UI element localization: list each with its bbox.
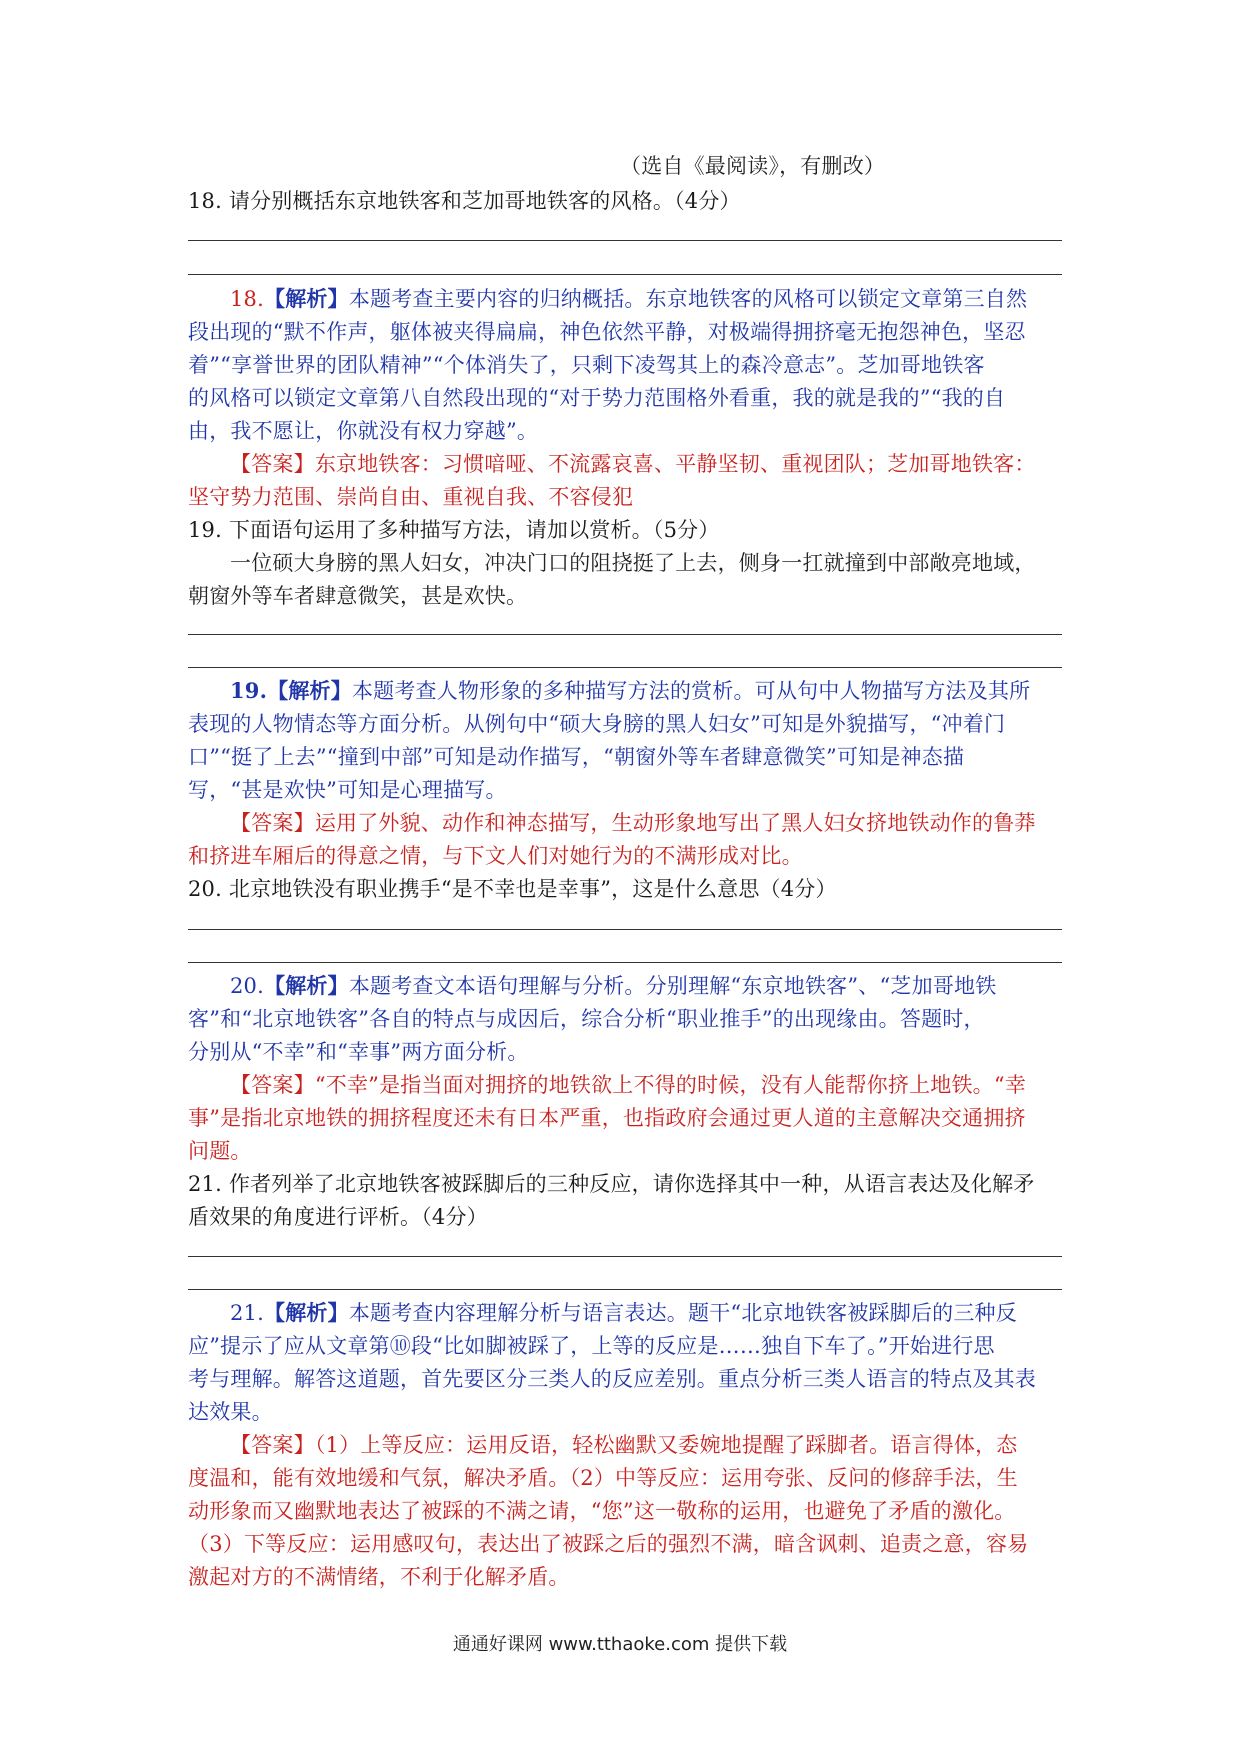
- answer-18-line-1: 【答案】东京地铁客：习惯喑哑、不流露哀喜、平静坚韧、重视团队；芝加哥地铁客：: [230, 452, 1036, 476]
- answer-20-line-1: 【答案】“不幸”是指当面对拥挤的地铁欲上不得的时候，没有人能帮你挤上地铁。“幸: [230, 1073, 1027, 1097]
- answer-19-line-1: 【答案】运用了外貌、动作和神态描写，生动形象地写出了黑人妇女挤地铁动作的鲁莽: [230, 811, 1036, 835]
- analysis-18-tag: 【解析】: [264, 286, 349, 311]
- excerpt-19-line-1: 一位硕大身膀的黑人妇女，冲决门口的阻挠挺了上去，侧身一扛就撞到中部敞亮地域，: [230, 551, 1036, 575]
- answer-18-tag: 【答案】: [230, 452, 315, 476]
- answer-21-line-5: 激起对方的不满情绪，不利于化解矛盾。: [188, 1565, 570, 1589]
- analysis-19-line-2: 表现的人物情态等方面分析。从例句中“硕大身膀的黑人妇女”可知是外貌描写，“冲着门: [188, 712, 1006, 736]
- analysis-19-tag: 【解析】: [267, 678, 352, 703]
- answer-line: [188, 274, 1062, 275]
- answer-20-line-2: 事”是指北京地铁的拥挤程度还未有日本严重，也指政府会通过更人道的主意解决交通拥挤: [188, 1106, 1026, 1130]
- analysis-19-number: 19.: [230, 678, 268, 703]
- source-note: （选自《最阅读》，有删改）: [620, 154, 886, 178]
- answer-21-line-2: 度温和，能有效地缓和气氛，解决矛盾。（2）中等反应：运用夸张、反问的修辞手法，生: [188, 1466, 1018, 1490]
- analysis-19-line-4: 写，“甚是欢快”可知是心理描写。: [188, 778, 507, 802]
- analysis-20-line-1: 20.【解析】本题考查文本语句理解与分析。分别理解“东京地铁客”、“芝加哥地铁: [230, 973, 997, 998]
- answer-line: [188, 962, 1062, 963]
- answer-19-line-2: 和挤进车厢后的得意之情，与下文人们对她行为的不满形成对比。: [188, 844, 803, 868]
- answer-line: [188, 929, 1062, 930]
- answer-21-tag: 【答案】: [230, 1433, 315, 1457]
- analysis-18-line-3: 着”“享誉世界的团队精神”“个体消失了，只剩下凌驾其上的森冷意志”。芝加哥地铁客: [188, 353, 985, 377]
- analysis-20-line-3: 分别从“不幸”和“幸事”两方面分析。: [188, 1040, 529, 1064]
- analysis-21-line-2: 应”提示了应从文章第⑩段“比如脚被踩了，上等的反应是……独自下车了。”开始进行思: [188, 1334, 995, 1358]
- answer-20-tag: 【答案】: [230, 1073, 315, 1097]
- analysis-21-number: 21.: [230, 1301, 264, 1325]
- analysis-18-line-1: 18.【解析】本题考查主要内容的归纳概括。东京地铁客的风格可以锁定文章第三自然: [230, 286, 1028, 311]
- question-21-line-1: 21. 作者列举了北京地铁客被踩脚后的三种反应，请你选择其中一种，从语言表达及化解矛: [188, 1172, 1035, 1196]
- analysis-18-line-2: 段出现的“默不作声，躯体被夹得扁扁，神色依然平静，对极端得拥挤毫无抱怨神色，坚忍: [188, 320, 1026, 344]
- answer-line: [188, 667, 1062, 668]
- analysis-20-tag: 【解析】: [264, 973, 349, 998]
- analysis-18-number: 18.: [230, 287, 264, 311]
- answer-21-line-3: 动形象而又幽默地表达了被踩的不满之请，“您”这一敬称的运用，也避免了矛盾的激化。: [188, 1499, 1016, 1523]
- analysis-18-line-4: 的风格可以锁定文章第八自然段出现的“对于势力范围格外看重，我的就是我的”“我的自: [188, 386, 1006, 410]
- analysis-18-line-5: 由，我不愿让，你就没有权力穿越”。: [188, 419, 539, 443]
- question-19: 19. 下面语句运用了多种描写方法，请加以赏析。（5分）: [188, 518, 720, 542]
- question-18: 18. 请分别概括东京地铁客和芝加哥地铁客的风格。（4分）: [188, 189, 741, 213]
- analysis-21-line-4: 达效果。: [188, 1400, 273, 1424]
- answer-19-tag: 【答案】: [230, 811, 315, 835]
- excerpt-19-line-2: 朝窗外等车者肆意微笑，甚是欢快。: [188, 584, 528, 608]
- question-21-line-2: 盾效果的角度进行评析。（4分）: [188, 1205, 488, 1229]
- question-20: 20. 北京地铁没有职业携手“是不幸也是幸事”，这是什么意思（4分）: [188, 877, 837, 901]
- answer-20-line-3: 问题。: [188, 1139, 252, 1163]
- answer-line: [188, 1256, 1062, 1257]
- analysis-20-number: 20.: [230, 974, 264, 998]
- answer-line: [188, 240, 1062, 241]
- answer-line: [188, 1289, 1062, 1290]
- answer-line: [188, 634, 1062, 635]
- page-footer: 通通好课网 www.tthaoke.com 提供下载: [452, 1634, 788, 1655]
- answer-18-line-2: 坚守势力范围、崇尚自由、重视自我、不容侵犯: [188, 485, 634, 509]
- analysis-21-line-1: 21.【解析】本题考查内容理解分析与语言表达。题干“北京地铁客被踩脚后的三种反: [230, 1300, 1017, 1325]
- analysis-21-tag: 【解析】: [264, 1300, 349, 1325]
- analysis-19-line-3: 口”“挺了上去”“撞到中部”可知是动作描写，“朝窗外等车者肆意微笑”可知是神态描: [188, 745, 965, 769]
- analysis-20-line-2: 客”和“北京地铁客”各自的特点与成因后，综合分析“职业推手”的出现缘由。答题时，: [188, 1007, 985, 1031]
- analysis-21-line-3: 考与理解。解答这道题，首先要区分三类人的反应差别。重点分析三类人语言的特点及其表: [188, 1367, 1036, 1391]
- analysis-19-line-1: 19.【解析】本题考查人物形象的多种描写方法的赏析。可从句中人物描写方法及其所: [230, 678, 1031, 703]
- answer-21-line-1: 【答案】（1）上等反应：运用反语，轻松幽默又委婉地提醒了踩脚者。语言得体，态: [230, 1433, 1018, 1457]
- answer-21-line-4: （3）下等反应：运用感叹句，表达出了被踩之后的强烈不满，暗含讽刺、追责之意，容易: [188, 1532, 1029, 1556]
